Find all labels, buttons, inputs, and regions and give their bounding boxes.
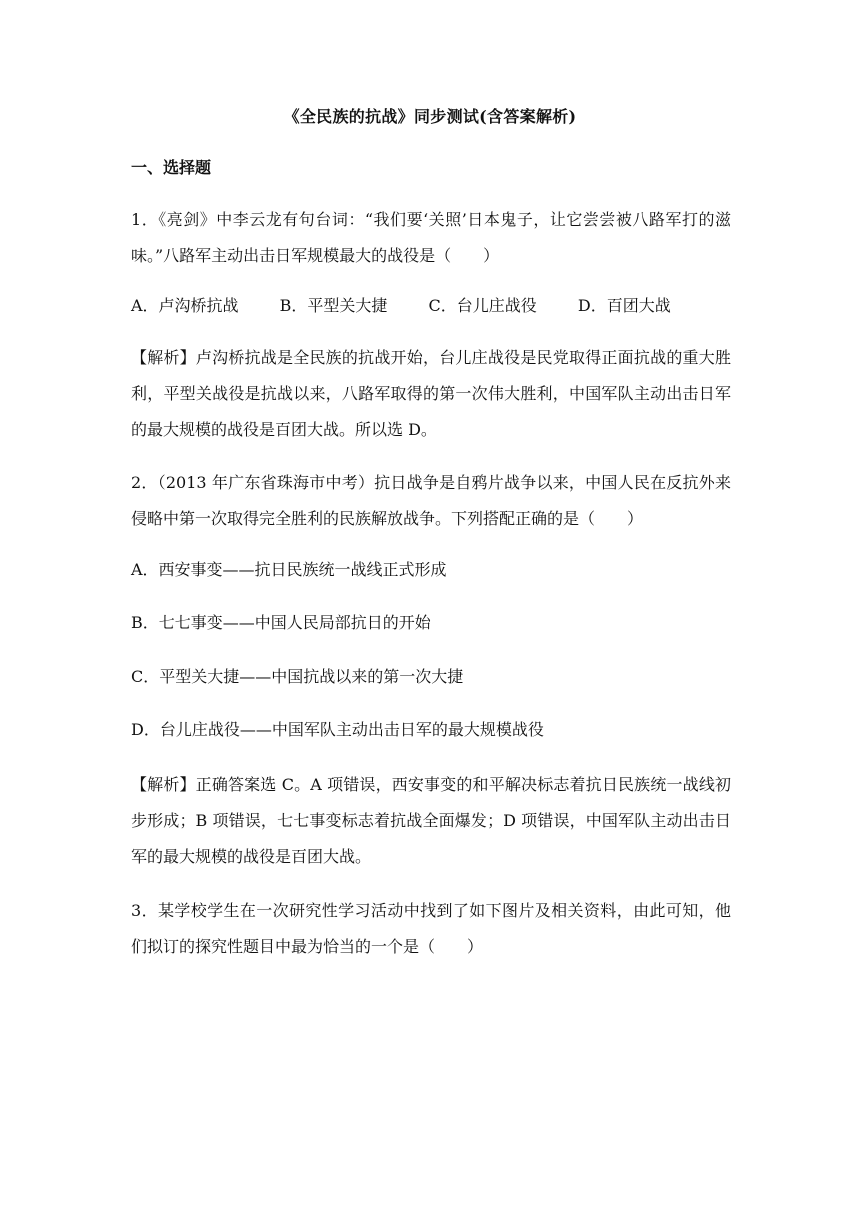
section-heading: 一、选择题 [131, 158, 212, 177]
question-1-option-d: D．百团大战 [577, 296, 671, 315]
question-1-option-c: C．台儿庄战役 [428, 296, 537, 315]
question-2-option-d: D．台儿庄战役——中国军队主动出击日军的最大规模战役 [131, 720, 544, 739]
question-1-options [131, 292, 707, 320]
question-2-analysis: 【解析】正确答案选 C。A 项错误，西安事变的和平解决标志着抗日民族统一战线初步形成；B 项错误，七七事变标志着抗战全面爆发；D 项错误，中国军队主动出击日军的最大规模的战役是百团大战。 [131, 775, 731, 866]
question-1-option-b: B．平型关大捷 [279, 296, 388, 315]
question-2-option-b: B．七七事变——中国人民局部抗日的开始 [131, 613, 431, 632]
document-title: 《全民族的抗战》同步测试(含答案解析) [283, 107, 577, 126]
question-2-option-a: A．西安事变——抗日民族统一战线正式形成 [131, 560, 447, 579]
question-1-analysis: 【解析】卢沟桥抗战是全民族的抗战开始，台儿庄战役是民党取得正面抗战的重大胜利，平型关战役是抗战以来，八路军取得的第一次伟大胜利，中国军队主动出击日军的最大规模的战役是百团大战。所以选 D。 [131, 348, 731, 439]
question-3-stem: 3．某学校学生在一次研究性学习活动中找到了如下图片及相关资料，由此可知，他们拟订的探究性题目中最为恰当的一个是（ ） [131, 901, 731, 956]
question-1-stem: 1．《亮剑》中李云龙有句台词：“我们要‘关照’日本鬼子，让它尝尝被八路军打的滋味。”八路军主动出击日军规模最大的战役是（ ） [131, 210, 731, 265]
question-1-option-a: A．卢沟桥抗战 [131, 296, 239, 315]
question-2-option-c: C．平型关大捷——中国抗战以来的第一次大捷 [131, 667, 464, 686]
question-2-stem: 2．（2013 年广东省珠海市中考）抗日战争是自鸦片战争以来，中国人民在反抗外来侵略中第一次取得完全胜利的民族解放战争。下列搭配正确的是（ ） [131, 473, 731, 528]
